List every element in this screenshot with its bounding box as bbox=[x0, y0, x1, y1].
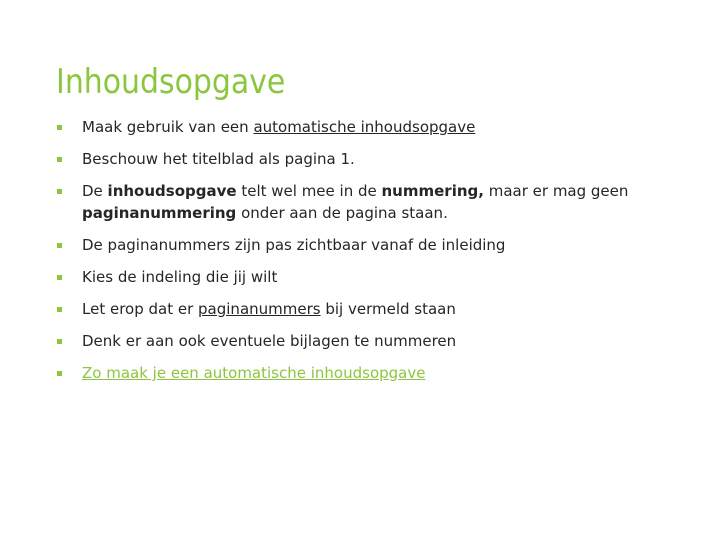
list-item bbox=[56, 266, 656, 288]
square-bullet-icon bbox=[57, 307, 62, 312]
square-bullet-icon bbox=[57, 189, 62, 194]
list-item bbox=[56, 234, 656, 256]
item-text: maar er mag geen bbox=[483, 182, 629, 200]
list-item bbox=[56, 116, 656, 138]
item-text: De bbox=[82, 182, 108, 200]
item-text: Denk er aan ook eventuele bijlagen te nummeren bbox=[82, 332, 457, 350]
item-text-underlined: automatische inhoudsopgave bbox=[253, 118, 476, 136]
item-text: Let erop dat er bbox=[82, 300, 199, 318]
square-bullet-icon bbox=[57, 125, 62, 130]
item-text: telt wel mee in de bbox=[236, 182, 382, 200]
square-bullet-icon bbox=[57, 339, 62, 344]
square-bullet-icon bbox=[57, 275, 62, 280]
bullet-list bbox=[56, 116, 656, 394]
list-item bbox=[56, 148, 656, 170]
list-item bbox=[56, 180, 656, 224]
item-text: bij vermeld staan bbox=[320, 300, 456, 318]
howto-link[interactable]: Zo maak je een automatische inhoudsopgave bbox=[82, 364, 426, 382]
item-text-bold: inhoudsopgave bbox=[107, 182, 237, 200]
list-item bbox=[56, 298, 656, 320]
item-text: onder aan de pagina staan. bbox=[236, 204, 448, 222]
item-text: Maak gebruik van een bbox=[82, 118, 254, 136]
square-bullet-icon bbox=[57, 243, 62, 248]
slide-title: Inhoudsopgave bbox=[56, 62, 286, 102]
item-text-bold: paginanummering bbox=[82, 204, 237, 222]
list-item bbox=[56, 362, 656, 384]
list-item bbox=[56, 330, 656, 352]
item-text-bold: nummering, bbox=[381, 182, 484, 200]
item-text: Kies de indeling die jij wilt bbox=[82, 268, 278, 286]
square-bullet-icon bbox=[57, 157, 62, 162]
item-text: Beschouw het titelblad als pagina 1. bbox=[82, 150, 355, 168]
item-text: De paginanummers zijn pas zichtbaar vanaf de inleiding bbox=[82, 236, 506, 254]
item-text-underlined: paginanummers bbox=[198, 300, 321, 318]
square-bullet-icon bbox=[57, 371, 62, 376]
